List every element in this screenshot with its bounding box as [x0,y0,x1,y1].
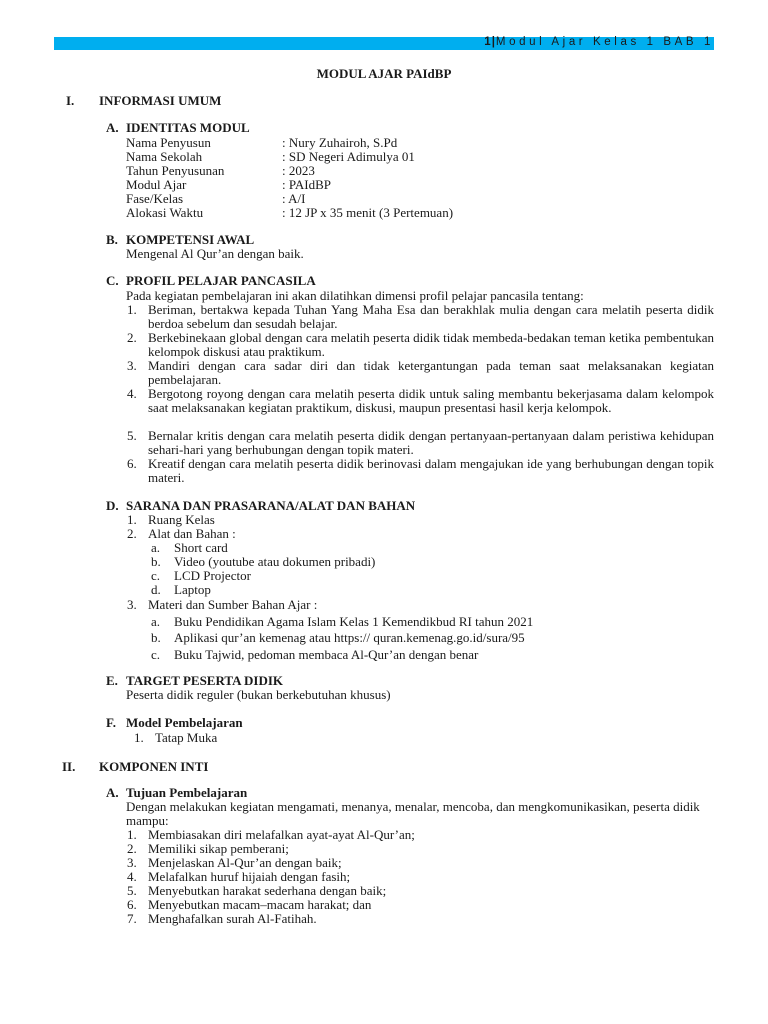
list-number: 7. [127,911,137,926]
list-number: 6. [127,897,137,912]
list-item: Tatap Muka [155,730,218,745]
section-title: INFORMASI UMUM [99,93,222,108]
list-item: Menghafalkan surah Al-Fatihah. [148,911,317,926]
list-item: Memiliki sikap pemberani; [148,841,289,856]
list-number: 1. [134,730,144,745]
list-number: 1. [127,512,137,527]
list-number: 4. [127,869,137,884]
subsection-title: TARGET PESERTA DIDIK [126,673,284,688]
list-item: Ruang Kelas [148,512,215,527]
list-item: Bernalar kritis dengan cara melatih peserta didik dengan pertanyaan-pertanyaan dalam peristiwa kehidupan sehari-hari yang berhubungan dengan topik materi. [148,428,714,457]
sub-list-letter: a. [151,540,161,555]
list-number: 4. [127,386,137,401]
identity-label: Nama Penyusun [126,135,211,150]
list-number: 3. [127,358,137,373]
sub-list-item: Buku Pendidikan Agama Islam Kelas 1 Kemendikbud RI tahun 2021 [174,614,534,629]
paragraph: Peserta didik reguler (bukan berkebutuhan khusus) [126,687,391,702]
list-number: 5. [127,883,137,898]
list-number: 2. [127,526,137,541]
document-title: MODUL AJAR PAIdBP [316,66,452,81]
list-item: Mandiri dengan cara sadar diri dan tidak ketergantungan pada teman saat melaksanakan kegiatan pembelajaran. [148,358,714,387]
sub-list-item: Short card [174,540,228,555]
sub-list-letter: d. [151,582,161,597]
sub-list-letter: b. [151,554,161,569]
list-number: 2. [127,841,137,856]
subsection-letter: C. [106,273,119,288]
section-title: KOMPONEN INTI [99,759,209,774]
sub-list-letter: c. [151,568,161,583]
subsection-letter: B. [106,232,118,247]
sub-list-letter: a. [151,614,161,629]
list-number: 2. [127,330,137,345]
subsection-letter: A. [106,785,119,800]
identity-label: Tahun Penyusunan [126,163,225,178]
identity-value: : SD Negeri Adimulya 01 [282,149,415,164]
list-item: Menyebutkan harakat sederhana dengan baik; [148,883,387,898]
identity-value: : 2023 [282,163,315,178]
identity-value: : PAIdBP [282,177,332,192]
paragraph: Dengan melakukan kegiatan mengamati, menanya, menalar, mencoba, dan mengkomunikasikan, peserta didik mampu: [126,799,700,828]
page-number: 1 [484,36,492,48]
list-item: Beriman, bertakwa kepada Tuhan Yang Maha Esa dan berakhlak mulia dengan cara melatih peserta didik berdoa sebelum dan sesudah belajar. [148,302,714,331]
subsection-title: SARANA DAN PRASARANA/ALAT DAN BAHAN [126,498,416,513]
list-number: 3. [127,855,137,870]
subsection-title: Model Pembelajaran [126,715,243,730]
subsection-title: IDENTITAS MODUL [126,120,250,135]
sub-list-item: Laptop [174,582,211,597]
identity-value: : Nury Zuhairoh, S.Pd [282,135,398,150]
header-separator: | [491,36,496,48]
sub-list-item: Aplikasi qur’an kemenag atau https:// quran.kemenag.go.id/sura/95 [174,630,525,645]
list-item: Melafalkan huruf hijaiah dengan fasih; [148,869,351,884]
paragraph: Pada kegiatan pembelajaran ini akan dilatihkan dimensi profil pelajar pancasila tentang: [126,288,584,303]
list-number: 6. [127,456,137,471]
sub-list-letter: c. [151,647,161,662]
subsection-letter: F. [106,715,116,730]
subsection-letter: A. [106,120,119,135]
header-title: Modul Ajar Kelas 1 BAB 1 [495,36,714,48]
subsection-title: KOMPETENSI AWAL [126,232,255,247]
list-item: Bergotong royong dengan cara melatih peserta didik untuk saling membantu bekerjasama dalam kelompok saat melaksanakan kegiatan praktikum, diskusi, maupun presentasi hasil kerja kelompok. [148,386,714,415]
section-number: II. [62,759,76,774]
list-item: Materi dan Sumber Bahan Ajar : [148,597,318,612]
list-item: Kreatif dengan cara melatih peserta didik berinovasi dalam mengajukan ide yang berhubungan dengan topik materi. [148,456,714,485]
list-number: 5. [127,428,137,443]
list-item: Menjelaskan Al-Qur’an dengan baik; [148,855,342,870]
identity-label: Alokasi Waktu [126,205,204,220]
identity-label: Fase/Kelas [126,191,184,206]
list-number: 1. [127,827,137,842]
subsection-title: Tujuan Pembelajaran [126,785,248,800]
identity-label: Modul Ajar [126,177,187,192]
list-number: 3. [127,597,137,612]
subsection-title: PROFIL PELAJAR PANCASILA [126,273,316,288]
sub-list-item: Buku Tajwid, pedoman membaca Al-Qur’an dengan benar [174,647,479,662]
list-number: 1. [127,302,137,317]
subsection-letter: E. [106,673,118,688]
list-item: Alat dan Bahan : [148,526,236,541]
identity-value: : A/I [282,191,306,206]
identity-value: : 12 JP x 35 menit (3 Pertemuan) [282,205,454,220]
header-bar [54,37,714,50]
list-item: Menyebutkan macam–macam harakat; dan [148,897,372,912]
list-item: Membiasakan diri melafalkan ayat-ayat Al-Qur’an; [148,827,415,842]
paragraph: Mengenal Al Qur’an dengan baik. [126,246,304,261]
sub-list-item: LCD Projector [174,568,251,583]
subsection-letter: D. [106,498,119,513]
section-number: I. [66,93,75,108]
sub-list-letter: b. [151,630,161,645]
list-item: Berkebinekaan global dengan cara melatih peserta didik tidak membeda-bedakan teman ketika pembentukan kelompok diskusi atau praktikum. [148,330,714,359]
header-text [484,36,714,48]
sub-list-item: Video (youtube atau dokumen pribadi) [174,554,376,569]
identity-label: Nama Sekolah [126,149,203,164]
